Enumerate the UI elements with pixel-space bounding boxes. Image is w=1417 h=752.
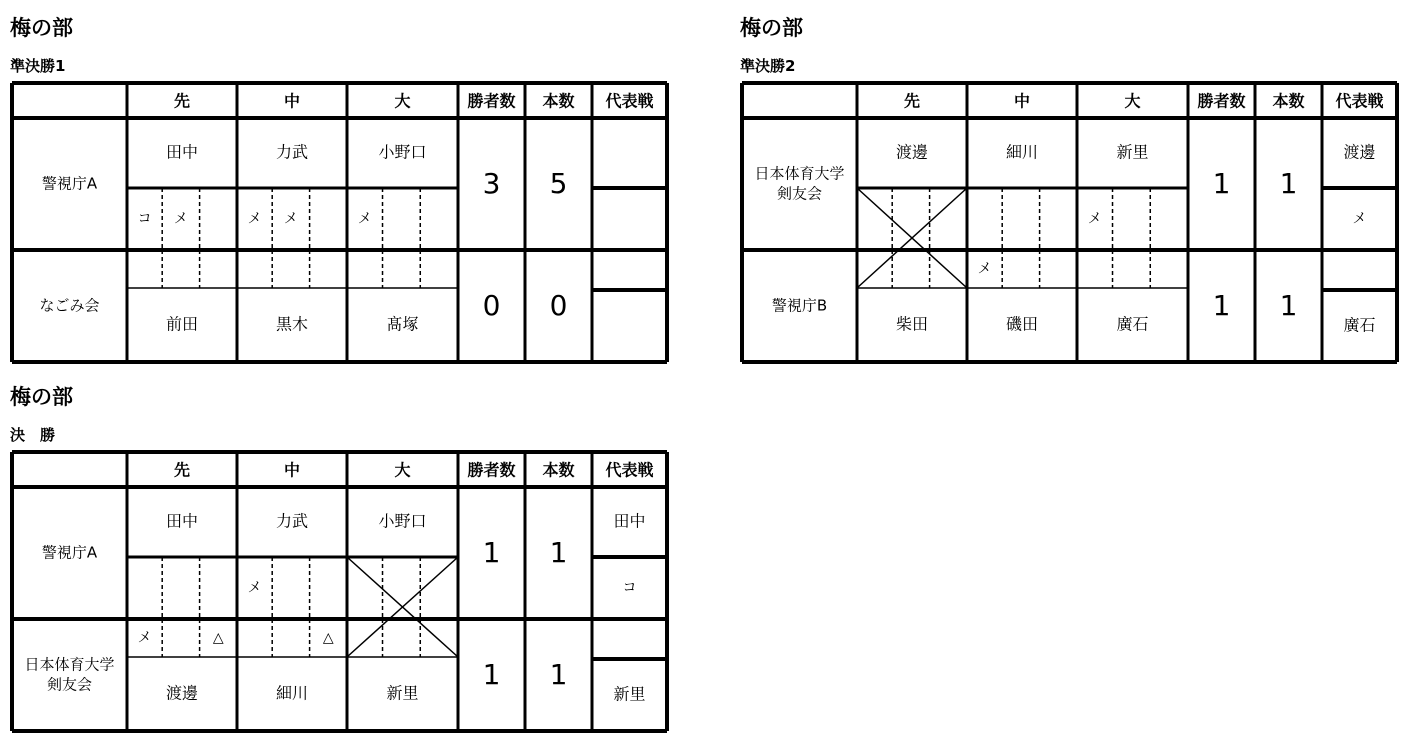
winners-count-top: 1 (1212, 166, 1231, 200)
player-name-top: 新里 (1116, 142, 1149, 162)
score-mark-top: メ (247, 210, 262, 227)
round-title: 決 勝 (10, 426, 56, 444)
score-mark-bottom: △ (322, 629, 334, 646)
points-count-top: 1 (549, 535, 568, 569)
winners-count-top: 3 (482, 166, 501, 200)
player-name-top: 細川 (1005, 142, 1039, 162)
scoreboard (10, 450, 668, 731)
score-mark-bottom: メ (137, 629, 152, 646)
final-section (10, 381, 668, 731)
header-winners: 勝者数 (467, 91, 516, 111)
header-chuken: 中 (283, 91, 301, 111)
header-points: 本数 (542, 91, 575, 111)
player-name-bottom: 黒木 (275, 314, 309, 334)
header-winners: 勝者数 (1197, 91, 1246, 111)
player-name-bottom: 細川 (275, 683, 309, 703)
header-daihyo: 代表戦 (605, 91, 654, 111)
player-name-bottom: 磯田 (1005, 314, 1039, 334)
score-mark-top: メ (283, 210, 298, 227)
team-name-top: 警視庁A (41, 543, 98, 562)
division-title: 梅の部 (740, 16, 803, 40)
team-name-bottom: なごみ会 (39, 296, 100, 315)
team-name-top: 日本体育大学 剣友会 (754, 164, 845, 202)
scoreboard-grid (10, 81, 669, 364)
header-chuken: 中 (283, 460, 301, 480)
score-mark-bottom: メ (977, 260, 992, 277)
points-count-bottom: 1 (549, 657, 568, 691)
winners-count-bottom: 1 (1212, 288, 1231, 322)
score-mark-top: メ (173, 210, 188, 227)
round-title: 準決勝1 (10, 57, 66, 75)
division-title: 梅の部 (10, 16, 73, 40)
player-name-bottom: 新里 (386, 683, 419, 703)
daihyo-name-bottom: 廣石 (1343, 315, 1376, 335)
header-chuken: 中 (1013, 91, 1031, 111)
semifinal-2-section (740, 12, 1398, 362)
player-name-top: 渡邊 (895, 142, 929, 162)
player-name-top: 小野口 (378, 142, 427, 162)
player-name-top: 田中 (165, 511, 199, 531)
points-count-top: 1 (1279, 166, 1298, 200)
player-name-bottom: 柴田 (895, 314, 929, 334)
daihyo-name-top: 田中 (613, 511, 646, 531)
score-mark-top: コ (137, 210, 152, 227)
header-taisho: 大 (394, 460, 411, 480)
round-title: 準決勝2 (740, 57, 796, 75)
header-points: 本数 (1272, 91, 1305, 111)
team-name-bottom: 警視庁B (771, 296, 828, 315)
player-name-bottom: 前田 (165, 314, 199, 334)
header-winners: 勝者数 (467, 460, 516, 480)
winners-count-top: 1 (482, 535, 501, 569)
winners-count-bottom: 1 (482, 657, 501, 691)
header-taisho: 大 (1124, 91, 1141, 111)
header-points: 本数 (542, 460, 575, 480)
daihyo-name-top: 渡邊 (1343, 142, 1376, 162)
header-senpo: 先 (173, 460, 191, 480)
player-name-top: 力武 (275, 142, 309, 162)
scoreboard (10, 81, 668, 362)
header-senpo: 先 (903, 91, 921, 111)
player-name-top: 小野口 (378, 511, 427, 531)
player-name-top: 田中 (165, 142, 199, 162)
header-daihyo: 代表戦 (605, 460, 654, 480)
daihyo-mark-top: コ (622, 579, 637, 596)
points-count-top: 5 (549, 166, 568, 200)
daihyo-name-bottom: 新里 (613, 684, 646, 704)
points-count-bottom: 1 (1279, 288, 1298, 322)
scoreboard (740, 81, 1398, 362)
score-mark-top: メ (357, 210, 372, 227)
score-mark-bottom: △ (212, 629, 224, 646)
player-name-bottom: 廣石 (1116, 314, 1149, 334)
score-mark-top: メ (1087, 210, 1102, 227)
header-senpo: 先 (173, 91, 191, 111)
header-daihyo: 代表戦 (1335, 91, 1384, 111)
points-count-bottom: 0 (549, 288, 568, 322)
division-title: 梅の部 (10, 385, 73, 409)
team-name-top: 警視庁A (41, 174, 98, 193)
winners-count-bottom: 0 (482, 288, 501, 322)
semifinal-1-section (10, 12, 668, 362)
player-name-bottom: 渡邊 (165, 683, 199, 703)
player-name-bottom: 髙塚 (386, 314, 419, 334)
player-name-top: 力武 (275, 511, 309, 531)
score-mark-top: メ (247, 579, 262, 596)
team-name-bottom: 日本体育大学 剣友会 (24, 655, 115, 693)
header-taisho: 大 (394, 91, 411, 111)
scoreboard-grid (740, 81, 1399, 364)
daihyo-mark-top: メ (1352, 210, 1367, 227)
